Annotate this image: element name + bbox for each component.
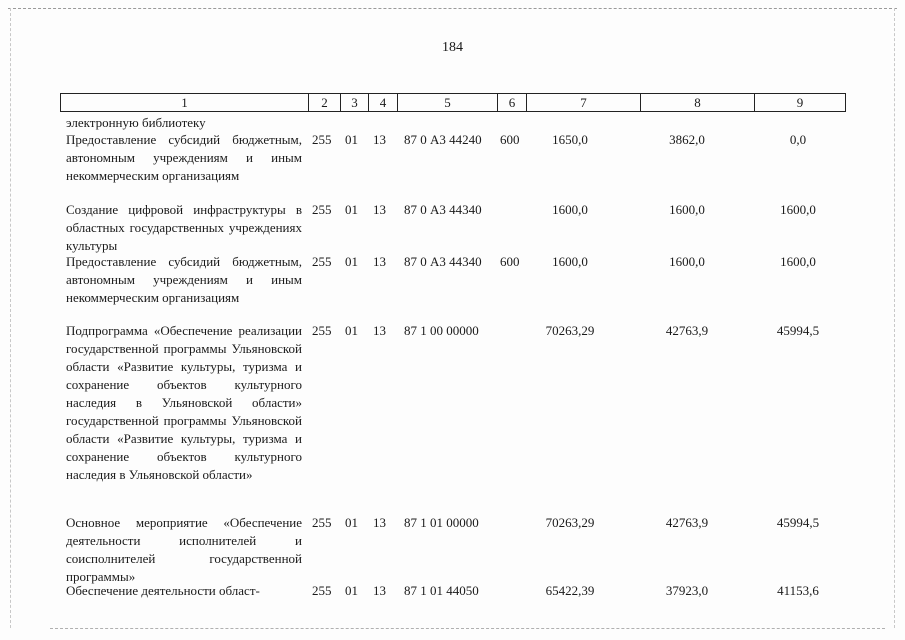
page-edge-top	[8, 8, 897, 9]
cell-section: 01	[345, 323, 358, 338]
cell-amount-col9: 0,0	[789, 132, 807, 147]
header-col-4: 4	[369, 94, 398, 111]
page-edge-left	[10, 8, 11, 628]
cell-section: 01	[345, 202, 358, 217]
header-col-2: 2	[309, 94, 341, 111]
row-description: Подпрограмма «Обеспечение реализации государственной программы Ульяновской области «Развитие культуры, туризма и сохранение объектов культурного наследия в Ульяновской области» государственной программы Ульяновской области «Развитие культуры, туризма и сохранение объектов культурного наследия в Ульяновской области»	[66, 323, 302, 482]
cell-amount-col9: 45994,5	[776, 515, 820, 530]
cell-subsection: 13	[373, 202, 386, 217]
header-col-3: 3	[341, 94, 369, 111]
cell-subsection: 13	[373, 132, 386, 147]
header-col-8: 8	[641, 94, 755, 111]
cell-target-article: 87 0 А3 44240	[404, 132, 482, 147]
cell-amount-col8: 37923,0	[665, 583, 709, 598]
cell-expense-type: 600	[500, 132, 520, 147]
page-number: 184	[442, 40, 463, 55]
cell-amount-col7: 70263,29	[545, 323, 595, 338]
cell-target-article: 87 1 01 00000	[404, 515, 479, 530]
header-col-7: 7	[527, 94, 641, 111]
row-description: Обеспечение деятельности област-	[66, 583, 260, 598]
cell-target-article: 87 1 01 44050	[404, 583, 479, 598]
row-description: Предоставление субсидий бюджетным, автономным учреждениям и иным некоммерческим организациям	[66, 132, 302, 183]
cell-subsection: 13	[373, 583, 386, 598]
cell-amount-col7: 1600,0	[552, 254, 588, 269]
cell-admin-code: 255	[312, 254, 332, 269]
cell-expense-type: 600	[500, 254, 520, 269]
cell-section: 01	[345, 132, 358, 147]
cell-amount-col7: 65422,39	[545, 583, 595, 598]
cell-amount-col9: 41153,6	[777, 583, 819, 598]
cell-admin-code: 255	[312, 132, 332, 147]
header-col-5: 5	[398, 94, 498, 111]
cell-target-article: 87 0 А3 44340	[404, 202, 482, 217]
cell-target-article: 87 1 00 00000	[404, 323, 479, 338]
cell-target-article: 87 0 А3 44340	[404, 254, 482, 269]
cell-admin-code: 255	[312, 515, 332, 530]
row-description: Предоставление субсидий бюджетным, автономным учреждениям и иным некоммерческим организациям	[66, 254, 302, 305]
table-header	[60, 93, 846, 112]
cell-amount-col8: 42763,9	[665, 515, 709, 530]
cell-subsection: 13	[373, 323, 386, 338]
header-col-9: 9	[796, 95, 804, 110]
cell-amount-col8: 1600,0	[669, 254, 705, 269]
cell-amount-col7: 70263,29	[545, 515, 595, 530]
header-col-1: 1	[61, 94, 309, 111]
cell-subsection: 13	[373, 515, 386, 530]
cell-amount-col7: 1650,0	[552, 132, 588, 147]
cell-subsection: 13	[373, 254, 386, 269]
row-description: Создание цифровой инфраструктуры в областных государственных учреждениях культуры	[66, 202, 302, 253]
cell-amount-col9: 1600,0	[780, 254, 816, 269]
cell-amount-col8: 42763,9	[665, 323, 709, 338]
cell-amount-col9: 45994,5	[776, 323, 820, 338]
cell-admin-code: 255	[312, 583, 332, 598]
page-edge-bottom	[50, 628, 885, 629]
cell-amount-col8: 1600,0	[669, 202, 705, 217]
cell-admin-code: 255	[312, 202, 332, 217]
cell-section: 01	[345, 254, 358, 269]
header-col-6: 6	[498, 94, 527, 111]
cell-section: 01	[345, 515, 358, 530]
page-edge-right	[894, 8, 895, 628]
row-description: электронную библиотеку	[66, 115, 206, 130]
cell-amount-col7: 1600,0	[552, 202, 588, 217]
cell-amount-col8: 3862,0	[669, 132, 705, 147]
cell-amount-col9: 1600,0	[780, 202, 816, 217]
row-description: Основное мероприятие «Обеспечение деятельности исполнителей и соисполнителей государственной программы»	[66, 515, 302, 584]
cell-section: 01	[345, 583, 358, 598]
cell-admin-code: 255	[312, 323, 332, 338]
